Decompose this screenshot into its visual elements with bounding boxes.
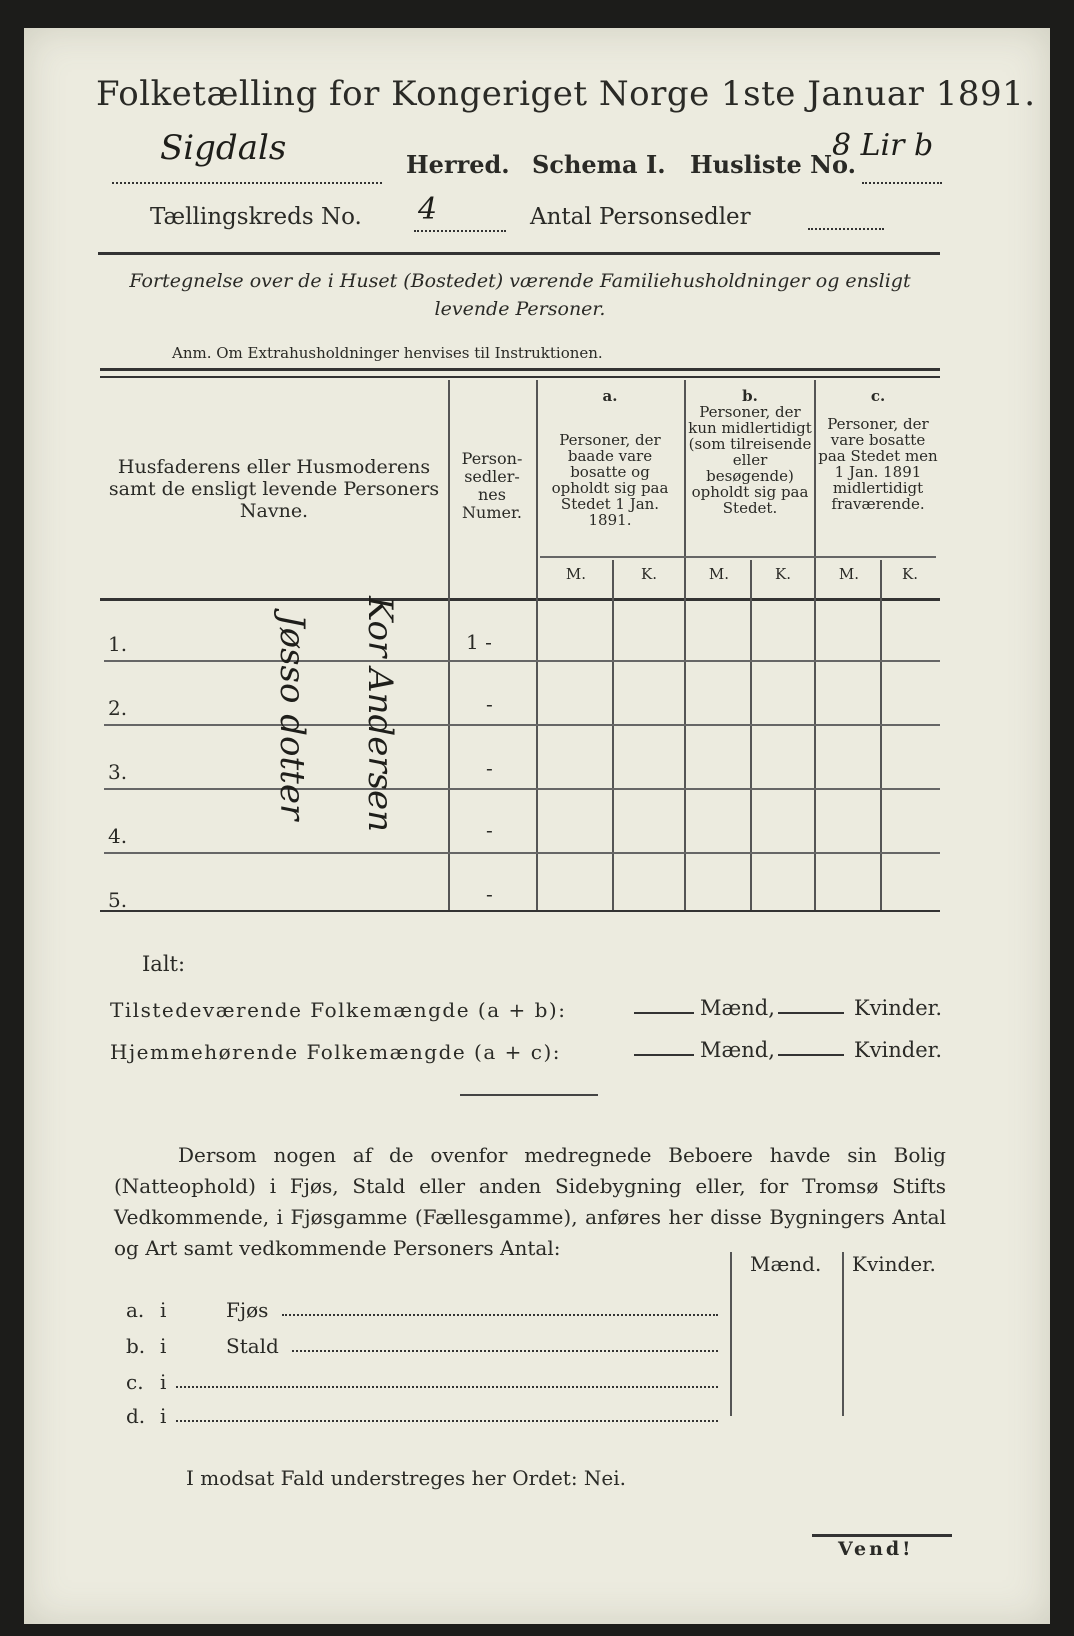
col-b-letter: b.: [742, 387, 758, 405]
lower-col-kvinder: Kvinder.: [852, 1252, 936, 1276]
vend-label: Vend!: [838, 1538, 914, 1560]
lower-col-line-2: [842, 1252, 844, 1416]
table-top-rule-2: [100, 376, 940, 378]
table-top-rule: [100, 368, 940, 371]
section-divider: [460, 1094, 598, 1096]
item-b-i: i: [160, 1334, 167, 1358]
item-b-letter: b.: [126, 1334, 146, 1358]
col-a-k: K.: [641, 565, 657, 583]
col-c-k: K.: [902, 565, 918, 583]
handwritten-name-2: Jøsso dotter: [272, 614, 312, 821]
item-b-label: Stald: [226, 1334, 279, 1358]
col-line-c: [814, 380, 816, 910]
ialt-label: Ialt:: [142, 952, 186, 976]
husliste-handwritten: 8 Lir b: [832, 128, 934, 163]
col-line-num: [448, 380, 450, 910]
table-bottom-rule: [100, 910, 940, 912]
item-d-letter: d.: [126, 1404, 146, 1428]
col-line-c-mk: [880, 560, 882, 910]
vend-rule: [812, 1534, 952, 1537]
col-a-m: M.: [565, 565, 587, 583]
col-line-a: [536, 380, 538, 910]
row-1-number: 1.: [108, 632, 128, 656]
item-c-i: i: [160, 1370, 167, 1394]
col-line-a-mk: [612, 560, 614, 910]
col-line-b-mk: [750, 560, 752, 910]
item-a-i: i: [160, 1298, 167, 1322]
header-rule: [98, 252, 940, 255]
row-3-sedler: -: [486, 756, 493, 780]
intro-line-1: Fortegnelse over de i Huset (Bostedet) værende Familiehusholdninger og ensligt: [129, 270, 911, 292]
kreds-dotline: [414, 230, 506, 232]
item-a-label: Fjøs: [226, 1298, 269, 1322]
item-a-dotline: [282, 1314, 718, 1316]
item-c-dotline: [176, 1386, 718, 1388]
col-line-b: [684, 380, 686, 910]
col-header-name: Husfaderens eller Husmoderens samt de ensligt levende Personers Navne.: [108, 456, 440, 522]
tilstede-kvinder-blank: [778, 1012, 844, 1014]
herred-dotline: [112, 182, 382, 184]
row-4-rule: [104, 852, 940, 854]
col-a-text: Personer, der baade vare bosatte og opholdt sig paa Stedet 1 Jan. 1891.: [551, 431, 669, 529]
row-5-sedler: -: [486, 882, 493, 906]
handwritten-name-1: Kor Andersen: [360, 596, 400, 833]
tilstede-maend-blank: [634, 1012, 694, 1014]
row-2-sedler: -: [486, 692, 493, 716]
hjemme-kvinder: Kvinder.: [854, 1038, 943, 1062]
hjemme-kvinder-blank: [778, 1054, 844, 1056]
tilstede-kvinder: Kvinder.: [854, 996, 943, 1020]
row-1-sedler: 1 -: [466, 630, 492, 654]
col-c-letter: c.: [870, 387, 886, 405]
hjemme-maend-blank: [634, 1054, 694, 1056]
schema-label: Schema I.: [532, 150, 666, 179]
husliste-label: Husliste No.: [690, 150, 856, 179]
col-b-text: Personer, der kun midlertidigt (som tilreisende eller besøgende) opholdt sig paa Stedet.: [688, 403, 812, 517]
col-b-k: K.: [775, 565, 791, 583]
herred-handwritten: Sigdals: [160, 128, 287, 168]
item-a-letter: a.: [126, 1298, 145, 1322]
lower-col-maend: Mænd.: [750, 1252, 822, 1276]
col-c-text: Personer, der vare bosatte paa Stedet men 1 Jan. 1891 midlertidigt fraværende.: [818, 415, 938, 513]
mk-header-rule: [540, 556, 936, 558]
col-b-m: M.: [708, 565, 730, 583]
item-c-letter: c.: [126, 1370, 144, 1394]
anm-note: Anm. Om Extrahusholdninger henvises til Instruktionen.: [172, 344, 603, 362]
row-5-number: 5.: [108, 888, 128, 912]
col-a-letter: a.: [602, 387, 618, 405]
row-4-number: 4.: [108, 824, 128, 848]
sidebygning-paragraph: Dersom nogen af de ovenfor medregnede Beboere havde sin Bolig (Natteophold) i Fjøs, Stald eller anden Sidebygning eller, for Tromsø Stifts Vedkommende, i Fjøsgamme (Fællesgamme), anføres her disse Bygningers Antal og Art samt vedkommende Personers Antal:: [114, 1143, 946, 1260]
form-title: Folketælling for Kongeriget Norge 1ste Januar 1891.: [96, 74, 1036, 114]
lower-col-line-1: [730, 1252, 732, 1416]
row-2-number: 2.: [108, 696, 128, 720]
antal-label: Antal Personsedler: [530, 204, 751, 230]
kreds-label: Tællingskreds No.: [150, 204, 362, 230]
col-header-num: Person-sedler-nes Numer.: [461, 449, 523, 522]
item-d-dotline: [176, 1420, 718, 1422]
tilstede-maend: Mænd,: [700, 996, 775, 1020]
husliste-dotline: [862, 182, 942, 184]
col-c-m: M.: [838, 565, 860, 583]
row-2-rule: [104, 724, 940, 726]
hjemme-maend: Mænd,: [700, 1038, 775, 1062]
hjemme-label: Hjemmehørende Folkemængde (a + c):: [110, 1040, 561, 1064]
row-3-number: 3.: [108, 760, 128, 784]
item-d-i: i: [160, 1404, 167, 1428]
row-1-rule: [104, 660, 940, 662]
item-b-dotline: [292, 1350, 718, 1352]
row-4-sedler: -: [486, 818, 493, 842]
kreds-handwritten: 4: [418, 192, 438, 227]
intro-line-2: levende Personer.: [434, 298, 606, 320]
antal-dotline: [808, 228, 884, 230]
tilstede-label: Tilstedeværende Folkemængde (a + b):: [110, 998, 567, 1022]
herred-label: Herred.: [406, 150, 510, 179]
closing-line: I modsat Fald understreges her Ordet: Nei.: [186, 1466, 627, 1490]
row-3-rule: [104, 788, 940, 790]
